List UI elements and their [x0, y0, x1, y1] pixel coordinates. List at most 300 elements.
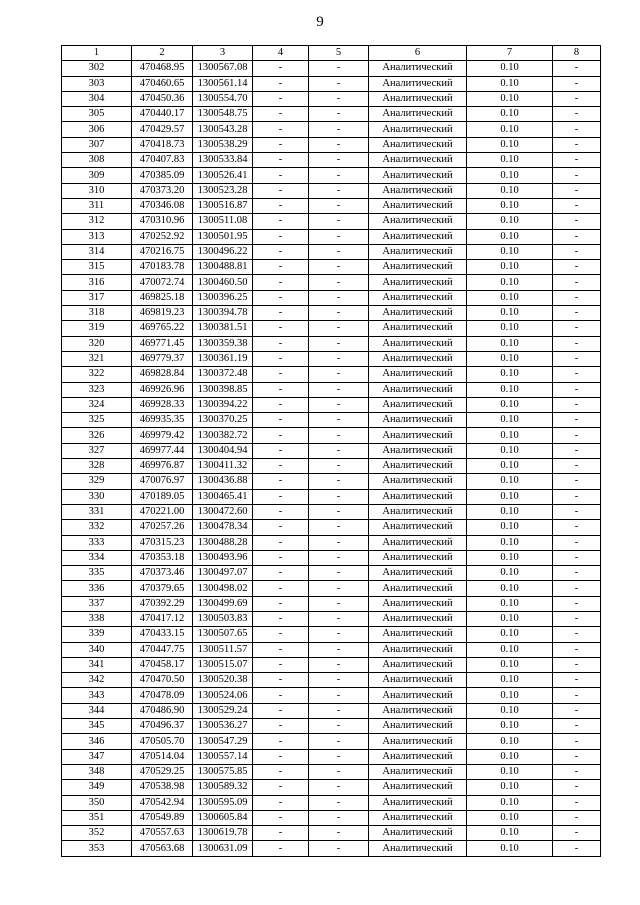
- col5-cell: -: [309, 290, 369, 305]
- col4-cell: -: [253, 459, 309, 474]
- col4-cell: -: [253, 168, 309, 183]
- x-coordinate-cell: 470433.15: [132, 627, 193, 642]
- accuracy-cell: 0.10: [467, 336, 553, 351]
- point-number-cell: 302: [62, 61, 132, 76]
- col5-cell: -: [309, 275, 369, 290]
- col8-cell: -: [553, 443, 601, 458]
- col8-cell: -: [553, 382, 601, 397]
- point-number-cell: 352: [62, 826, 132, 841]
- table-row: [62, 596, 601, 611]
- y-coordinate-cell: 1300529.24: [193, 703, 253, 718]
- col5-cell: -: [309, 520, 369, 535]
- col4-cell: -: [253, 550, 309, 565]
- point-number-cell: 339: [62, 627, 132, 642]
- y-coordinate-cell: 1300503.83: [193, 611, 253, 626]
- col4-cell: -: [253, 474, 309, 489]
- point-number-cell: 337: [62, 596, 132, 611]
- method-cell: Аналитический: [369, 657, 467, 672]
- col8-cell: -: [553, 275, 601, 290]
- col4-cell: -: [253, 627, 309, 642]
- table-row: [62, 627, 601, 642]
- accuracy-cell: 0.10: [467, 749, 553, 764]
- accuracy-cell: 0.10: [467, 688, 553, 703]
- method-cell: Аналитический: [369, 260, 467, 275]
- table-row: [62, 703, 601, 718]
- point-number-cell: 347: [62, 749, 132, 764]
- y-coordinate-cell: 1300567.08: [193, 61, 253, 76]
- table-row: [62, 611, 601, 626]
- point-number-cell: 315: [62, 260, 132, 275]
- accuracy-cell: 0.10: [467, 642, 553, 657]
- accuracy-cell: 0.10: [467, 719, 553, 734]
- method-cell: Аналитический: [369, 321, 467, 336]
- coordinates-table: [61, 45, 601, 857]
- col8-cell: -: [553, 321, 601, 336]
- method-cell: Аналитический: [369, 489, 467, 504]
- table-row: [62, 642, 601, 657]
- y-coordinate-cell: 1300515.07: [193, 657, 253, 672]
- col5-cell: -: [309, 688, 369, 703]
- x-coordinate-cell: 470315.23: [132, 535, 193, 550]
- point-number-cell: 306: [62, 122, 132, 137]
- col4-cell: -: [253, 581, 309, 596]
- col5-cell: -: [309, 183, 369, 198]
- method-cell: Аналитический: [369, 520, 467, 535]
- method-cell: Аналитический: [369, 76, 467, 91]
- x-coordinate-cell: 470252.92: [132, 229, 193, 244]
- point-number-cell: 307: [62, 137, 132, 152]
- col8-cell: -: [553, 504, 601, 519]
- col8-cell: -: [553, 520, 601, 535]
- point-number-cell: 331: [62, 504, 132, 519]
- col4-cell: -: [253, 229, 309, 244]
- accuracy-cell: 0.10: [467, 260, 553, 275]
- point-number-cell: 318: [62, 306, 132, 321]
- col5-cell: -: [309, 229, 369, 244]
- col8-cell: -: [553, 367, 601, 382]
- x-coordinate-cell: 470379.65: [132, 581, 193, 596]
- point-number-cell: 334: [62, 550, 132, 565]
- point-number-cell: 335: [62, 566, 132, 581]
- y-coordinate-cell: 1300498.02: [193, 581, 253, 596]
- accuracy-cell: 0.10: [467, 76, 553, 91]
- col5-cell: -: [309, 764, 369, 779]
- point-number-cell: 309: [62, 168, 132, 183]
- col4-cell: -: [253, 397, 309, 412]
- accuracy-cell: 0.10: [467, 153, 553, 168]
- method-cell: Аналитический: [369, 734, 467, 749]
- col8-cell: -: [553, 642, 601, 657]
- col5-cell: -: [309, 137, 369, 152]
- x-coordinate-cell: 470072.74: [132, 275, 193, 290]
- table-row: [62, 581, 601, 596]
- point-number-cell: 320: [62, 336, 132, 351]
- table-row: [62, 780, 601, 795]
- table-row: [62, 122, 601, 137]
- point-number-cell: 340: [62, 642, 132, 657]
- col8-cell: -: [553, 153, 601, 168]
- y-coordinate-cell: 1300398.85: [193, 382, 253, 397]
- x-coordinate-cell: 470486.90: [132, 703, 193, 718]
- table-row: [62, 734, 601, 749]
- accuracy-cell: 0.10: [467, 627, 553, 642]
- method-cell: Аналитический: [369, 673, 467, 688]
- header-cell-7: 7: [467, 46, 553, 61]
- table-row: [62, 351, 601, 366]
- method-cell: Аналитический: [369, 443, 467, 458]
- y-coordinate-cell: 1300436.88: [193, 474, 253, 489]
- table-row: [62, 673, 601, 688]
- col4-cell: -: [253, 198, 309, 213]
- point-number-cell: 313: [62, 229, 132, 244]
- method-cell: Аналитический: [369, 627, 467, 642]
- point-number-cell: 353: [62, 841, 132, 856]
- x-coordinate-cell: 469779.37: [132, 351, 193, 366]
- col4-cell: -: [253, 611, 309, 626]
- accuracy-cell: 0.10: [467, 397, 553, 412]
- method-cell: Аналитический: [369, 290, 467, 305]
- x-coordinate-cell: 470392.29: [132, 596, 193, 611]
- col5-cell: -: [309, 627, 369, 642]
- accuracy-cell: 0.10: [467, 566, 553, 581]
- table-body: [62, 61, 601, 856]
- x-coordinate-cell: 470468.95: [132, 61, 193, 76]
- col5-cell: -: [309, 734, 369, 749]
- col4-cell: -: [253, 321, 309, 336]
- table-row: [62, 382, 601, 397]
- col4-cell: -: [253, 382, 309, 397]
- accuracy-cell: 0.10: [467, 734, 553, 749]
- table-row: [62, 520, 601, 535]
- accuracy-cell: 0.10: [467, 321, 553, 336]
- method-cell: Аналитический: [369, 61, 467, 76]
- x-coordinate-cell: 470447.75: [132, 642, 193, 657]
- col4-cell: -: [253, 810, 309, 825]
- col8-cell: -: [553, 214, 601, 229]
- table-row: [62, 764, 601, 779]
- col8-cell: -: [553, 627, 601, 642]
- col5-cell: -: [309, 504, 369, 519]
- table-row: [62, 260, 601, 275]
- accuracy-cell: 0.10: [467, 367, 553, 382]
- col5-cell: -: [309, 428, 369, 443]
- col5-cell: -: [309, 642, 369, 657]
- accuracy-cell: 0.10: [467, 550, 553, 565]
- col5-cell: -: [309, 61, 369, 76]
- col8-cell: -: [553, 459, 601, 474]
- accuracy-cell: 0.10: [467, 306, 553, 321]
- y-coordinate-cell: 1300381.51: [193, 321, 253, 336]
- col4-cell: -: [253, 764, 309, 779]
- col5-cell: -: [309, 489, 369, 504]
- x-coordinate-cell: 470514.04: [132, 749, 193, 764]
- y-coordinate-cell: 1300595.09: [193, 795, 253, 810]
- method-cell: Аналитический: [369, 550, 467, 565]
- point-number-cell: 325: [62, 413, 132, 428]
- col8-cell: -: [553, 764, 601, 779]
- col4-cell: -: [253, 749, 309, 764]
- y-coordinate-cell: 1300460.50: [193, 275, 253, 290]
- table-row: [62, 61, 601, 76]
- point-number-cell: 327: [62, 443, 132, 458]
- table-row: [62, 810, 601, 825]
- method-cell: Аналитический: [369, 336, 467, 351]
- col8-cell: -: [553, 260, 601, 275]
- col4-cell: -: [253, 489, 309, 504]
- col4-cell: -: [253, 566, 309, 581]
- x-coordinate-cell: 470346.08: [132, 198, 193, 213]
- accuracy-cell: 0.10: [467, 810, 553, 825]
- table-row: [62, 397, 601, 412]
- col4-cell: -: [253, 520, 309, 535]
- col5-cell: -: [309, 321, 369, 336]
- table-row: [62, 413, 601, 428]
- x-coordinate-cell: 470429.57: [132, 122, 193, 137]
- method-cell: Аналитический: [369, 91, 467, 106]
- method-cell: Аналитический: [369, 306, 467, 321]
- col8-cell: -: [553, 489, 601, 504]
- x-coordinate-cell: 470310.96: [132, 214, 193, 229]
- method-cell: Аналитический: [369, 168, 467, 183]
- page-number: 9: [316, 14, 324, 30]
- point-number-cell: 319: [62, 321, 132, 336]
- method-cell: Аналитический: [369, 566, 467, 581]
- y-coordinate-cell: 1300497.07: [193, 566, 253, 581]
- accuracy-cell: 0.10: [467, 91, 553, 106]
- col5-cell: -: [309, 153, 369, 168]
- accuracy-cell: 0.10: [467, 443, 553, 458]
- col8-cell: -: [553, 657, 601, 672]
- col5-cell: -: [309, 382, 369, 397]
- header-cell-2: 2: [132, 46, 193, 61]
- col5-cell: -: [309, 198, 369, 213]
- col8-cell: -: [553, 596, 601, 611]
- y-coordinate-cell: 1300524.06: [193, 688, 253, 703]
- col4-cell: -: [253, 122, 309, 137]
- x-coordinate-cell: 469977.44: [132, 443, 193, 458]
- col5-cell: -: [309, 810, 369, 825]
- col8-cell: -: [553, 107, 601, 122]
- method-cell: Аналитический: [369, 810, 467, 825]
- col5-cell: -: [309, 550, 369, 565]
- point-number-cell: 322: [62, 367, 132, 382]
- accuracy-cell: 0.10: [467, 489, 553, 504]
- accuracy-cell: 0.10: [467, 214, 553, 229]
- y-coordinate-cell: 1300404.94: [193, 443, 253, 458]
- col4-cell: -: [253, 214, 309, 229]
- y-coordinate-cell: 1300589.32: [193, 780, 253, 795]
- accuracy-cell: 0.10: [467, 780, 553, 795]
- point-number-cell: 338: [62, 611, 132, 626]
- header-cell-8: 8: [553, 46, 601, 61]
- col4-cell: -: [253, 61, 309, 76]
- x-coordinate-cell: 470385.09: [132, 168, 193, 183]
- col4-cell: -: [253, 367, 309, 382]
- col8-cell: -: [553, 413, 601, 428]
- method-cell: Аналитический: [369, 826, 467, 841]
- y-coordinate-cell: 1300361.19: [193, 351, 253, 366]
- col5-cell: -: [309, 260, 369, 275]
- y-coordinate-cell: 1300557.14: [193, 749, 253, 764]
- col8-cell: -: [553, 673, 601, 688]
- accuracy-cell: 0.10: [467, 535, 553, 550]
- col4-cell: -: [253, 535, 309, 550]
- col8-cell: -: [553, 76, 601, 91]
- header-cell-3: 3: [193, 46, 253, 61]
- col8-cell: -: [553, 397, 601, 412]
- x-coordinate-cell: 469819.23: [132, 306, 193, 321]
- x-coordinate-cell: 470440.17: [132, 107, 193, 122]
- x-coordinate-cell: 470407.83: [132, 153, 193, 168]
- y-coordinate-cell: 1300411.32: [193, 459, 253, 474]
- col5-cell: -: [309, 703, 369, 718]
- point-number-cell: 345: [62, 719, 132, 734]
- x-coordinate-cell: 470353.18: [132, 550, 193, 565]
- col4-cell: -: [253, 841, 309, 856]
- col8-cell: -: [553, 535, 601, 550]
- col8-cell: -: [553, 168, 601, 183]
- x-coordinate-cell: 470373.20: [132, 183, 193, 198]
- col8-cell: -: [553, 611, 601, 626]
- y-coordinate-cell: 1300526.41: [193, 168, 253, 183]
- method-cell: Аналитический: [369, 351, 467, 366]
- x-coordinate-cell: 470557.63: [132, 826, 193, 841]
- accuracy-cell: 0.10: [467, 841, 553, 856]
- accuracy-cell: 0.10: [467, 229, 553, 244]
- col5-cell: -: [309, 673, 369, 688]
- y-coordinate-cell: 1300472.60: [193, 504, 253, 519]
- col4-cell: -: [253, 703, 309, 718]
- table-row: [62, 137, 601, 152]
- col4-cell: -: [253, 657, 309, 672]
- point-number-cell: 328: [62, 459, 132, 474]
- y-coordinate-cell: 1300372.48: [193, 367, 253, 382]
- accuracy-cell: 0.10: [467, 611, 553, 626]
- col5-cell: -: [309, 91, 369, 106]
- y-coordinate-cell: 1300359.38: [193, 336, 253, 351]
- y-coordinate-cell: 1300382.72: [193, 428, 253, 443]
- method-cell: Аналитический: [369, 107, 467, 122]
- table-row: [62, 244, 601, 259]
- table-row: [62, 107, 601, 122]
- table-row: [62, 474, 601, 489]
- col5-cell: -: [309, 535, 369, 550]
- y-coordinate-cell: 1300547.29: [193, 734, 253, 749]
- table-row: [62, 367, 601, 382]
- table-row: [62, 566, 601, 581]
- y-coordinate-cell: 1300478.34: [193, 520, 253, 535]
- point-number-cell: 312: [62, 214, 132, 229]
- col4-cell: -: [253, 351, 309, 366]
- col4-cell: -: [253, 183, 309, 198]
- y-coordinate-cell: 1300523.28: [193, 183, 253, 198]
- method-cell: Аналитический: [369, 153, 467, 168]
- table-row: [62, 214, 601, 229]
- point-number-cell: 305: [62, 107, 132, 122]
- y-coordinate-cell: 1300536.27: [193, 719, 253, 734]
- point-number-cell: 330: [62, 489, 132, 504]
- method-cell: Аналитический: [369, 413, 467, 428]
- col8-cell: -: [553, 550, 601, 565]
- point-number-cell: 343: [62, 688, 132, 703]
- col8-cell: -: [553, 841, 601, 856]
- table-row: [62, 688, 601, 703]
- y-coordinate-cell: 1300396.25: [193, 290, 253, 305]
- method-cell: Аналитический: [369, 581, 467, 596]
- y-coordinate-cell: 1300554.70: [193, 91, 253, 106]
- col5-cell: -: [309, 795, 369, 810]
- accuracy-cell: 0.10: [467, 137, 553, 152]
- col4-cell: -: [253, 413, 309, 428]
- y-coordinate-cell: 1300507.65: [193, 627, 253, 642]
- header-cell-4: 4: [253, 46, 309, 61]
- col8-cell: -: [553, 826, 601, 841]
- accuracy-cell: 0.10: [467, 244, 553, 259]
- y-coordinate-cell: 1300533.84: [193, 153, 253, 168]
- point-number-cell: 311: [62, 198, 132, 213]
- method-cell: Аналитический: [369, 642, 467, 657]
- table-row: [62, 489, 601, 504]
- col8-cell: -: [553, 91, 601, 106]
- y-coordinate-cell: 1300561.14: [193, 76, 253, 91]
- col4-cell: -: [253, 290, 309, 305]
- table-row: [62, 321, 601, 336]
- col4-cell: -: [253, 719, 309, 734]
- col5-cell: -: [309, 397, 369, 412]
- point-number-cell: 324: [62, 397, 132, 412]
- col5-cell: -: [309, 244, 369, 259]
- col5-cell: -: [309, 459, 369, 474]
- point-number-cell: 314: [62, 244, 132, 259]
- table-row: [62, 183, 601, 198]
- table-row: [62, 719, 601, 734]
- col5-cell: -: [309, 841, 369, 856]
- accuracy-cell: 0.10: [467, 168, 553, 183]
- x-coordinate-cell: 470496.37: [132, 719, 193, 734]
- col4-cell: -: [253, 596, 309, 611]
- col4-cell: -: [253, 780, 309, 795]
- col8-cell: -: [553, 749, 601, 764]
- col8-cell: -: [553, 688, 601, 703]
- method-cell: Аналитический: [369, 703, 467, 718]
- col8-cell: -: [553, 244, 601, 259]
- accuracy-cell: 0.10: [467, 290, 553, 305]
- method-cell: Аналитический: [369, 459, 467, 474]
- col8-cell: -: [553, 734, 601, 749]
- x-coordinate-cell: 469765.22: [132, 321, 193, 336]
- col4-cell: -: [253, 76, 309, 91]
- col8-cell: -: [553, 137, 601, 152]
- table-row: [62, 550, 601, 565]
- table-row: [62, 657, 601, 672]
- y-coordinate-cell: 1300516.87: [193, 198, 253, 213]
- point-number-cell: 349: [62, 780, 132, 795]
- col5-cell: -: [309, 719, 369, 734]
- accuracy-cell: 0.10: [467, 183, 553, 198]
- method-cell: Аналитический: [369, 596, 467, 611]
- col4-cell: -: [253, 443, 309, 458]
- col4-cell: -: [253, 734, 309, 749]
- x-coordinate-cell: 469928.33: [132, 397, 193, 412]
- x-coordinate-cell: 470417.12: [132, 611, 193, 626]
- col4-cell: -: [253, 795, 309, 810]
- col4-cell: -: [253, 688, 309, 703]
- col5-cell: -: [309, 596, 369, 611]
- col4-cell: -: [253, 260, 309, 275]
- col4-cell: -: [253, 137, 309, 152]
- table-row: [62, 749, 601, 764]
- method-cell: Аналитический: [369, 137, 467, 152]
